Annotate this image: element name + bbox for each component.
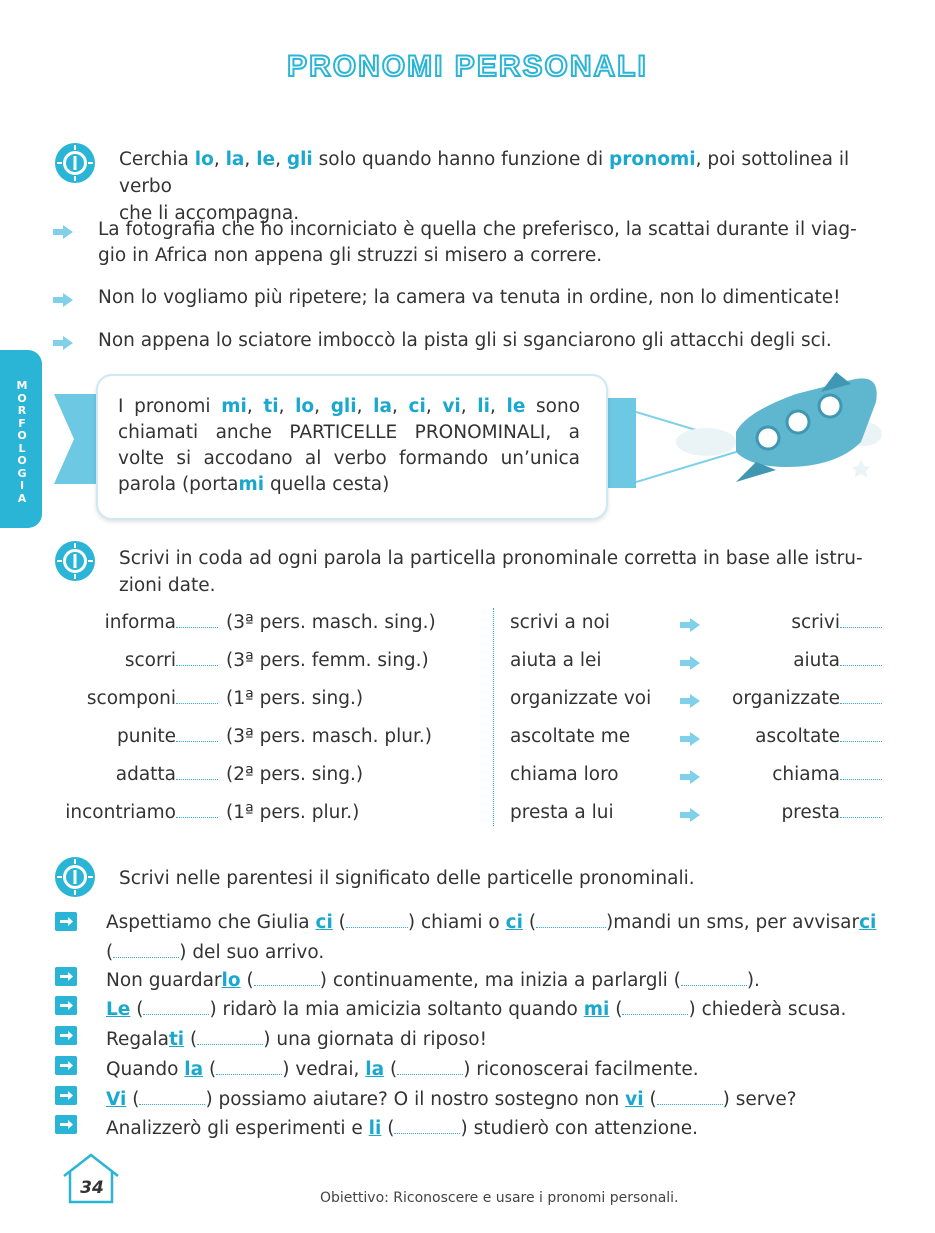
square-arrow-icon bbox=[55, 1086, 77, 1105]
answer-blank[interactable] bbox=[840, 613, 882, 628]
list-item bbox=[510, 612, 882, 650]
answer-blank[interactable] bbox=[657, 1090, 723, 1105]
exercise-badge-icon bbox=[54, 142, 96, 184]
word: organizzate bbox=[732, 688, 840, 709]
list-item bbox=[510, 688, 882, 726]
answer-blank[interactable] bbox=[622, 1000, 688, 1015]
arrow-icon bbox=[680, 694, 700, 708]
word: presta bbox=[781, 802, 840, 823]
list-item bbox=[510, 726, 882, 764]
square-arrow-icon bbox=[55, 1115, 77, 1134]
square-arrow-icon bbox=[55, 967, 77, 986]
arrow-icon bbox=[680, 770, 700, 784]
ex3-item-2: Non guardarlo ( ) continuamente, ma inizia a parlargli ( ). bbox=[106, 970, 760, 991]
ex3-item-7: Analizzerò gli esperimenti e li ( ) studierò con attenzione. bbox=[106, 1118, 699, 1139]
square-arrow-icon bbox=[55, 996, 77, 1015]
word: chiama bbox=[772, 764, 840, 785]
word: adatta bbox=[115, 764, 176, 785]
rocket-illustration bbox=[636, 372, 886, 492]
ex3-item-1: Aspettiamo che Giulia ci ( ) chiami o ci ( )mandi un sms, per avvisarci ( ) del suo arrivo. bbox=[106, 912, 877, 963]
phrase: chiama loro bbox=[510, 764, 619, 785]
hint: (3ª pers. masch. sing.) bbox=[226, 612, 436, 633]
ex3-item-6: Vi ( ) possiamo aiutare? O il nostro sostegno non vi ( ) serve? bbox=[106, 1089, 797, 1110]
list-item bbox=[510, 764, 882, 802]
arrow-icon bbox=[680, 618, 700, 632]
page-number: 34 bbox=[80, 1178, 104, 1198]
word: informa bbox=[104, 612, 176, 633]
page-title: PRONOMI PERSONALI bbox=[287, 50, 648, 83]
left-exercise-list bbox=[40, 612, 480, 840]
phrase: aiuta a lei bbox=[510, 650, 602, 671]
list-item bbox=[510, 650, 882, 688]
word: scorri bbox=[124, 650, 176, 671]
sentence-1: La fotografia che ho incorniciato è quella che preferisco, la scattai durante il viag- gio in Africa non appena gli struzzi si misero a correre. bbox=[98, 219, 857, 266]
word: ascoltate bbox=[755, 726, 840, 747]
sentence-3: Non appena lo sciatore imboccò la pista gli si sganciarono gli attacchi degli sci. bbox=[98, 330, 832, 351]
ex3-item-3: Le ( ) ridarò la mia amicizia soltanto quando mi ( ) chiederà scusa. bbox=[106, 999, 847, 1020]
hint: (3ª pers. femm. sing.) bbox=[226, 650, 429, 671]
phrase: presta a lui bbox=[510, 802, 614, 823]
hint: (1ª pers. sing.) bbox=[226, 688, 364, 709]
word: aiuta bbox=[793, 650, 840, 671]
exercise-1-instruction: Cerchia lo, la, le, gli solo quando hanno funzione di pronomi, poi sottolinea il verbo che li accompagna. bbox=[119, 149, 850, 224]
hint: (3ª pers. masch. plur.) bbox=[226, 726, 432, 747]
answer-blank[interactable] bbox=[840, 727, 882, 742]
answer-blank[interactable] bbox=[536, 913, 606, 928]
footer-objective: Obiettivo: Riconoscere e usare i pronomi personali. bbox=[320, 1190, 679, 1206]
phrase: scrivi a noi bbox=[510, 612, 610, 633]
answer-blank[interactable] bbox=[197, 1030, 263, 1045]
exercise-3-instruction: Scrivi nelle parentesi il significato delle particelle pronominali. bbox=[119, 868, 695, 889]
phrase: ascoltate me bbox=[510, 726, 631, 747]
square-arrow-icon bbox=[55, 1026, 77, 1045]
arrow-icon bbox=[680, 732, 700, 746]
phrase: organizzate voi bbox=[510, 688, 652, 709]
answer-blank[interactable] bbox=[176, 803, 218, 818]
arrow-icon bbox=[680, 808, 700, 822]
column-divider bbox=[493, 608, 494, 826]
arrow-icon bbox=[680, 656, 700, 670]
answer-blank[interactable] bbox=[176, 613, 218, 628]
answer-blank[interactable] bbox=[176, 727, 218, 742]
list-item bbox=[40, 650, 480, 688]
answer-blank[interactable] bbox=[840, 803, 882, 818]
answer-blank[interactable] bbox=[394, 1119, 460, 1134]
list-item bbox=[40, 802, 480, 840]
answer-blank[interactable] bbox=[397, 1060, 463, 1075]
answer-blank[interactable] bbox=[840, 651, 882, 666]
sentence-2: Non lo vogliamo più ripetere; la camera va tenuta in ordine, non lo dimenticate! bbox=[98, 287, 841, 308]
list-item bbox=[40, 612, 480, 650]
square-arrow-icon bbox=[55, 1056, 77, 1075]
square-arrow-icon bbox=[55, 912, 77, 931]
arrow-icon bbox=[53, 225, 73, 239]
answer-blank[interactable] bbox=[681, 971, 747, 986]
arrow-icon bbox=[53, 293, 73, 307]
exercise-badge-icon bbox=[54, 540, 96, 582]
ex3-item-4: Regalati ( ) una giornata di riposo! bbox=[106, 1029, 487, 1050]
note-text: I pronomi mi, ti, lo, gli, la, ci, vi, li, le sono chiamati anche PARTICELLE PRONOMINALI, a volte si accodano al verbo formando un’unica parola (portami quella cesta) bbox=[118, 396, 581, 495]
answer-blank[interactable] bbox=[176, 651, 218, 666]
exercise-2-instruction: Scrivi in coda ad ogni parola la particella pronominale corretta in base alle istru- zioni date. bbox=[119, 548, 863, 596]
exercise-badge-icon bbox=[54, 856, 96, 898]
word: punite bbox=[117, 726, 176, 747]
word: scrivi bbox=[791, 612, 840, 633]
side-tab-label: M O R F O L O G I A bbox=[16, 379, 28, 505]
word: incontriamo bbox=[65, 802, 176, 823]
list-item bbox=[40, 688, 480, 726]
answer-blank[interactable] bbox=[143, 1000, 209, 1015]
arrow-icon bbox=[53, 336, 73, 350]
right-exercise-list bbox=[510, 612, 882, 840]
answer-blank[interactable] bbox=[254, 971, 320, 986]
hint: (1ª pers. plur.) bbox=[226, 802, 360, 823]
answer-blank[interactable] bbox=[216, 1060, 282, 1075]
list-item bbox=[40, 764, 480, 802]
answer-blank[interactable] bbox=[139, 1090, 205, 1105]
answer-blank[interactable] bbox=[176, 765, 218, 780]
answer-blank[interactable] bbox=[113, 943, 179, 958]
hint: (2ª pers. sing.) bbox=[226, 764, 364, 785]
answer-blank[interactable] bbox=[176, 689, 218, 704]
word: scomponi bbox=[86, 688, 176, 709]
answer-blank[interactable] bbox=[346, 913, 408, 928]
list-item bbox=[510, 802, 882, 840]
list-item bbox=[40, 726, 480, 764]
answer-blank[interactable] bbox=[840, 765, 882, 780]
ex3-item-5: Quando la ( ) vedrai, la ( ) riconoscerai facilmente. bbox=[106, 1059, 699, 1080]
answer-blank[interactable] bbox=[840, 689, 882, 704]
